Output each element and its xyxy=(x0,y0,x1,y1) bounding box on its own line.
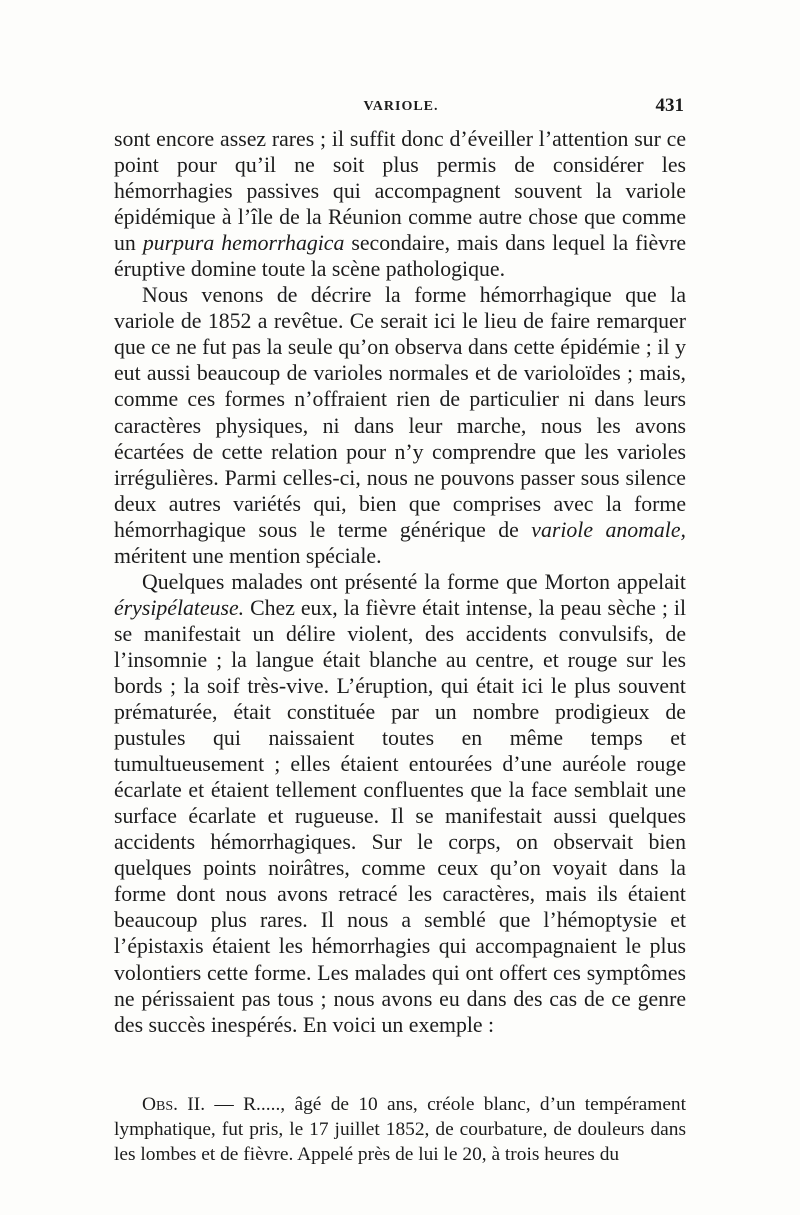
paragraph-text: Quelques malades ont présenté la forme que Morton appelait xyxy=(142,569,686,594)
paragraph-text: méritent une mention spéciale. xyxy=(114,543,382,568)
observation-paragraph xyxy=(114,1092,686,1167)
running-head: VARIOLE. xyxy=(363,99,439,114)
paragraph-text: secondaire, mais dans lequel la fièvre éruptive domine toute la scène pathologique. xyxy=(114,231,687,282)
italic-term: purpura hemorrhagica xyxy=(142,231,345,256)
italic-term: variole anomale, xyxy=(531,517,686,542)
paragraph-text: sont encore assez rares ; il suffit donc d’éveiller l’attention sur ce point pour qu’il ne soit plus permis de considérer les hémorrhagies passives qui accompagnent souvent la variole épidémique à l’île de la Réunion comme autre chose que comme un xyxy=(114,127,686,256)
page-header xyxy=(118,95,684,121)
paragraph xyxy=(114,569,686,1038)
paragraph-text: Chez eux, la fièvre était intense, la peau sèche ; il se manifestait un délire violent, des accidents convulsifs, de l’insomnie ; la langue était blanche au centre, et rouge sur les bords ; la soif très-vive. L’éruption, qui était ici le plus souvent prématurée, était constituée par un nombre prodigieux de pustules qui naissaient toutes en même temps et tumultueusement ; elles étaient entourées d’une auréole rouge écarlate et étaient tellement confluentes que la face semblait une surface écarlate et rugueuse. Il se manifestait aussi quelques accidents hémorrhagiques. Sur le corps, on observait bien quelques points noirâtres, comme ceux qu’on voyait dans la forme dont nous avons retracé les caractères, mais ils étaient beaucoup plus rares. Il nous a semblé que l’hémoptysie et l’épistaxis étaient les hémorrhagies qui accompagnaient le plus volontiers cette forme. Les malades qui ont offert ces symptômes ne périssaient pas tous ; nous avons eu dans des cas de ce genre des succès inespérés. En voici un exemple : xyxy=(114,595,686,1037)
paragraph-text: Nous venons de décrire la forme hémorrhagique que la variole de 1852 a revêtue. Ce serait ici le lieu de faire remarquer que ce ne fut pas la seule qu’on observa dans cette épidémie ; il y eut aussi beaucoup de varioles normales et de varioloïdes ; mais, comme ces formes n’offraient rien de particulier ni dans leurs caractères physiques, ni dans leur marche, nous les avons écartées de cette relation pour n’y comprendre que les varioles irrégulières. Parmi celles-ci, nous ne pouvons passer sous silence deux autres variétés qui, bien que comprises avec la forme hémorrhagique sous le terme générique de xyxy=(114,283,686,542)
observation-label: Obs. II. xyxy=(142,1094,206,1115)
body-text xyxy=(114,126,686,1038)
paragraph xyxy=(114,282,686,569)
observation-block xyxy=(114,1092,686,1167)
paragraph xyxy=(114,126,686,282)
observation-text: — R....., âgé de 10 ans, créole blanc, d’un tempérament lymphatique, fut pris, le 17 juillet 1852, de courbature, de douleurs dans les lombes et de fièvre. Appelé près de lui le 20, à trois heures du xyxy=(114,1094,687,1165)
italic-term: érysipélateuse. xyxy=(114,595,245,620)
page-number: 431 xyxy=(655,95,684,116)
